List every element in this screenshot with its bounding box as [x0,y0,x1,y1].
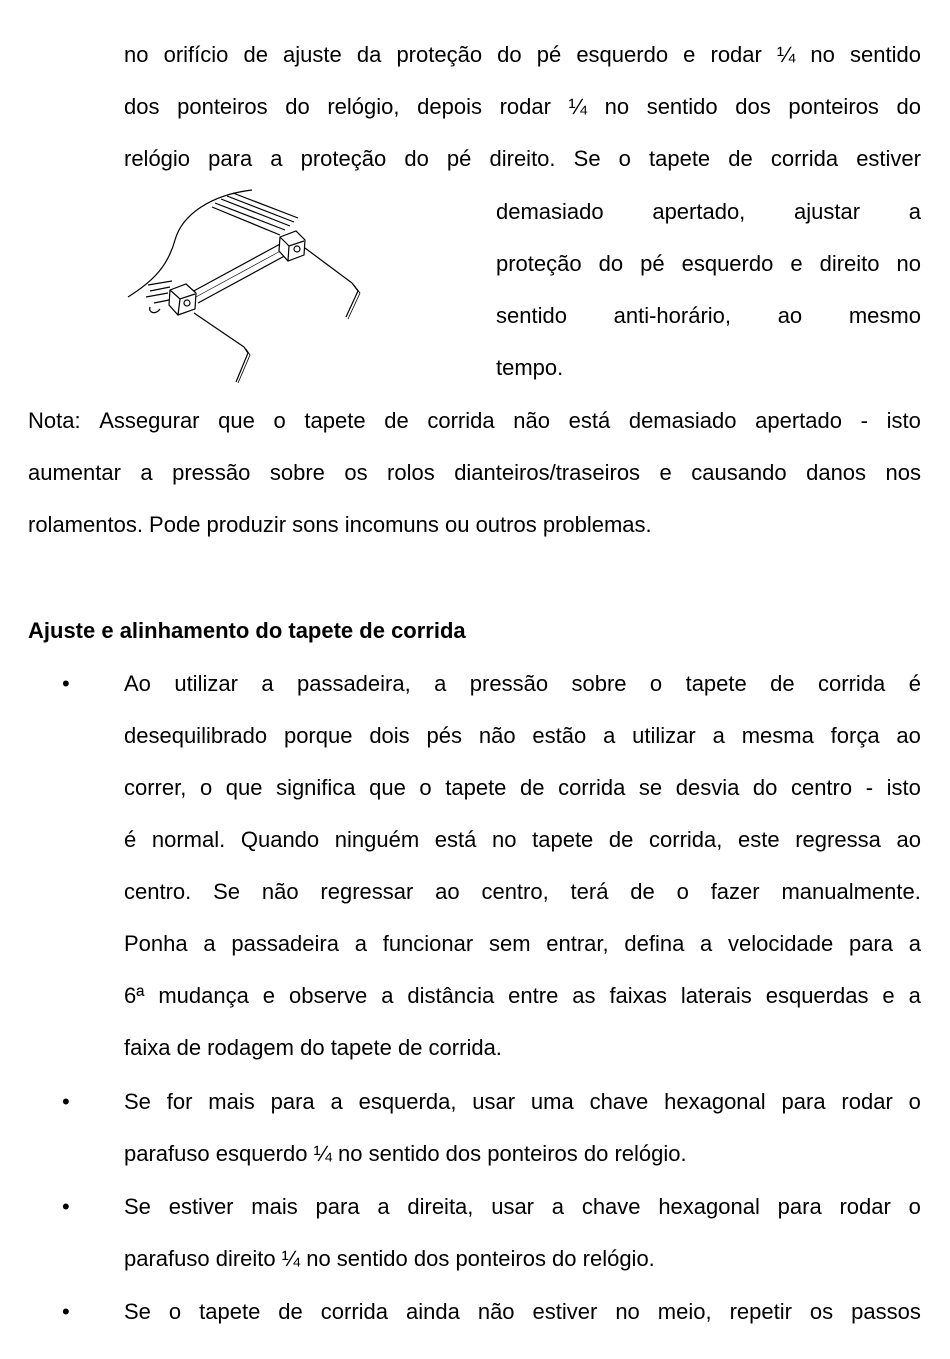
word: ao [896,723,921,748]
word: causando [691,460,787,485]
word: faixas [609,983,667,1008]
note-line [28,447,921,499]
word: sentido [646,94,718,119]
word: proteção [300,146,387,171]
word: rolos [387,460,435,485]
side-paragraph-line: tempo. [496,355,564,380]
word: direito [819,251,880,276]
word: estão [532,723,587,748]
word: a [270,146,283,171]
word: chave [589,1089,649,1114]
word: ao [896,827,921,852]
word: de [728,146,753,171]
word: nos [885,460,921,485]
word: a [377,1194,390,1219]
word: usar [491,1194,534,1219]
word: e [790,251,803,276]
word: pés [426,723,462,748]
word: se [638,775,663,800]
word: apertado [755,408,842,433]
word: rodar [841,1089,893,1114]
word: entrar, [546,931,609,956]
word: sem [488,931,531,956]
word: no [810,42,835,67]
word: não [261,879,299,904]
word: dianteiros/traseiros [454,460,641,485]
word: sobre [571,671,627,696]
bullet-line [124,1181,921,1233]
word: o [168,1299,182,1324]
word: sobre [269,460,325,485]
word: sentido [496,303,567,328]
word: não [513,408,550,433]
word: o [273,408,286,433]
side-paragraph-line [496,238,921,290]
bullet-line [124,814,921,866]
word: ponteiros [177,94,268,119]
word: mesma [741,723,814,748]
bullet-line [124,658,921,710]
word: no [615,1299,640,1324]
bullet-line: parafuso direito ¼ no sentido dos ponteiros do relógio. [124,1246,655,1271]
word: esquerdo [576,42,669,67]
bullet-line [124,710,921,762]
word: estiver [856,146,921,171]
word: Assegurar [99,408,200,433]
word: direito. [489,146,556,171]
word: a [603,723,616,748]
bullet-line [124,762,921,814]
word: os [809,1299,834,1324]
word: de [384,408,409,433]
word: tapete [649,146,711,171]
word: relógio, [327,94,400,119]
word: tapete [445,775,507,800]
word: entre [508,983,559,1008]
word: regressa [795,827,881,852]
word: de [630,879,655,904]
bullet-marker: • [62,1089,70,1114]
word: Se [213,879,241,904]
word: do [896,94,921,119]
bullet-line [124,866,921,918]
word: corrida [818,671,886,696]
word: relógio [124,146,191,171]
word: passadeira, [296,671,411,696]
word: - [860,408,868,433]
word: e [683,42,696,67]
word: manualmente. [781,879,921,904]
word: tapete [199,1299,261,1324]
word: pé [640,251,665,276]
paragraph-line [124,81,921,133]
word: a [261,671,274,696]
word: ¼ [568,94,587,119]
word: sentido [849,42,921,67]
word: Nota: [28,408,81,433]
word: o [676,879,689,904]
word: do [497,42,522,67]
word: a [712,723,725,748]
word: desvia [675,775,740,800]
word: observe [288,983,368,1008]
word: centro. [124,879,192,904]
paragraph-line [124,133,921,185]
word: ponteiros [788,94,879,119]
word: desequilibrado [124,723,268,748]
word: aumentar [28,460,121,485]
word: uma [530,1089,574,1114]
word: for [166,1089,193,1114]
word: corrida, [649,827,723,852]
word: rodar [710,42,762,67]
word: corrida [770,146,839,171]
word: Ponha [124,931,188,956]
word: e [882,983,895,1008]
word: a [140,460,153,485]
word: ajuste [283,42,342,67]
word: hexagonal [658,1194,760,1219]
word: isto [886,775,921,800]
word: apertado, [652,199,746,224]
word: que [218,408,255,433]
word: funcionar [382,931,474,956]
word: está [568,408,611,433]
word: pé [536,42,562,67]
word: de [770,671,795,696]
word: do [752,775,778,800]
word: estiver [168,1194,234,1219]
word: no [492,827,517,852]
word: proteção [396,42,483,67]
word: - [865,775,874,800]
note-line: rolamentos. Pode produzir sons incomuns ou outros problemas. [28,512,652,537]
note-line [28,395,921,447]
word: no [124,42,149,67]
word: e [262,983,276,1008]
word: pressão [172,460,251,485]
word: para [270,1089,315,1114]
word: regressar [320,879,414,904]
word: utilizar [174,671,238,696]
word: correr, [124,775,187,800]
word: de [278,1299,303,1324]
word: de [243,42,268,67]
word: a [381,983,394,1008]
word: o [199,775,213,800]
word: pé [446,146,472,171]
word: mudança [158,983,249,1008]
word: no [896,251,921,276]
word: Se [124,1194,151,1219]
word: para [781,1089,826,1114]
bullet-line [124,970,921,1022]
word: velocidade [728,931,834,956]
word: direita, [407,1194,474,1219]
word: ao [435,879,460,904]
word: é [124,827,137,852]
word: a [330,1089,343,1114]
word: terá [570,879,609,904]
word: passos [851,1299,921,1324]
word: no [604,94,630,119]
word: que [369,775,406,800]
word: centro [790,775,853,800]
word: 6ª [124,983,145,1008]
word: ninguém [334,827,420,852]
bullet-line: faixa de rodagem do tapete de corrida. [124,1035,502,1060]
word: dois [369,723,410,748]
word: porque [283,723,353,748]
bullet-line [124,1286,921,1338]
word: a [908,983,921,1008]
word: de [520,775,545,800]
word: centro, [481,879,549,904]
word: esquerdas [765,983,869,1008]
word: corrida [427,408,495,433]
word: a [700,931,713,956]
word: para [208,146,253,171]
word: rodar [499,94,551,119]
word: corrida [320,1299,389,1324]
word: força [830,723,880,748]
word: da [356,42,382,67]
word: isto [886,408,921,433]
word: Se [124,1299,151,1324]
word: a [354,931,367,956]
word: ¼ [776,42,796,67]
side-paragraph-line [496,290,921,342]
word: defina [624,931,685,956]
word: os [344,460,368,485]
side-paragraph-line [496,186,921,238]
paragraph-line [124,29,921,81]
word: Quando [240,827,320,852]
word: mesmo [848,303,921,328]
bullet-marker: • [62,671,70,696]
word: para [848,931,893,956]
word: utilizar [632,723,696,748]
word: danos [806,460,867,485]
word: tapete [685,671,747,696]
word: usar [472,1089,516,1114]
word: é [908,671,921,696]
word: fazer [710,879,760,904]
word: demasiado [628,408,737,433]
word: as [572,983,596,1008]
word: Se [124,1089,151,1114]
word: a [551,1194,565,1219]
word: depois [417,94,482,119]
word: hexagonal [664,1089,766,1114]
word: está [434,827,477,852]
word: passadeira [231,931,339,956]
word: ao [777,303,803,328]
word: dos [735,94,771,119]
bullet-line [124,1076,921,1128]
word: não [477,1299,515,1324]
word: laterais [680,983,752,1008]
bullet-line: parafuso esquerdo ¼ no sentido dos ponteiros do relógio. [124,1141,687,1166]
word: anti-horário, [613,303,732,328]
word: pressão [469,671,549,696]
word: este [738,827,780,852]
word: dos [124,94,160,119]
word: Se [573,146,601,171]
word: estiver [532,1299,598,1324]
word: para [315,1194,360,1219]
word: repetir [729,1299,792,1324]
word: do [598,251,624,276]
word: o [649,671,663,696]
word: mais [251,1194,298,1219]
word: o [618,146,631,171]
word: e [659,460,672,485]
word: esquerdo [681,251,774,276]
bullet-marker: • [62,1194,70,1219]
word: normal. [151,827,226,852]
word: o [419,775,432,800]
word: do [404,146,429,171]
word: corrida [558,775,626,800]
word: mais [208,1089,255,1114]
word: não [478,723,516,748]
word: o [908,1194,921,1219]
word: significa [276,775,356,800]
word: ainda [406,1299,460,1324]
word: demasiado [496,199,604,224]
word: tapete [304,408,366,433]
word: Ao [124,671,151,696]
word: ajustar [793,199,861,224]
word: tapete [532,827,594,852]
word: a [908,199,921,224]
roller-adjustment-illustration [120,185,370,385]
bullet-marker: • [62,1299,70,1324]
word: orifício [163,42,229,67]
bullet-line [124,918,921,970]
word: meio, [657,1299,712,1324]
section-heading: Ajuste e alinhamento do tapete de corrida [28,618,466,643]
word: a [434,671,447,696]
word: esquerda, [358,1089,457,1114]
word: do [285,94,310,119]
word: o [908,1089,921,1114]
word: chave [581,1194,641,1219]
word: para [777,1194,822,1219]
word: a [908,931,921,956]
word: que [225,775,263,800]
word: distância [407,983,495,1008]
word: de [608,827,634,852]
word: a [203,931,216,956]
word: rodar [839,1194,891,1219]
word: proteção [496,251,582,276]
